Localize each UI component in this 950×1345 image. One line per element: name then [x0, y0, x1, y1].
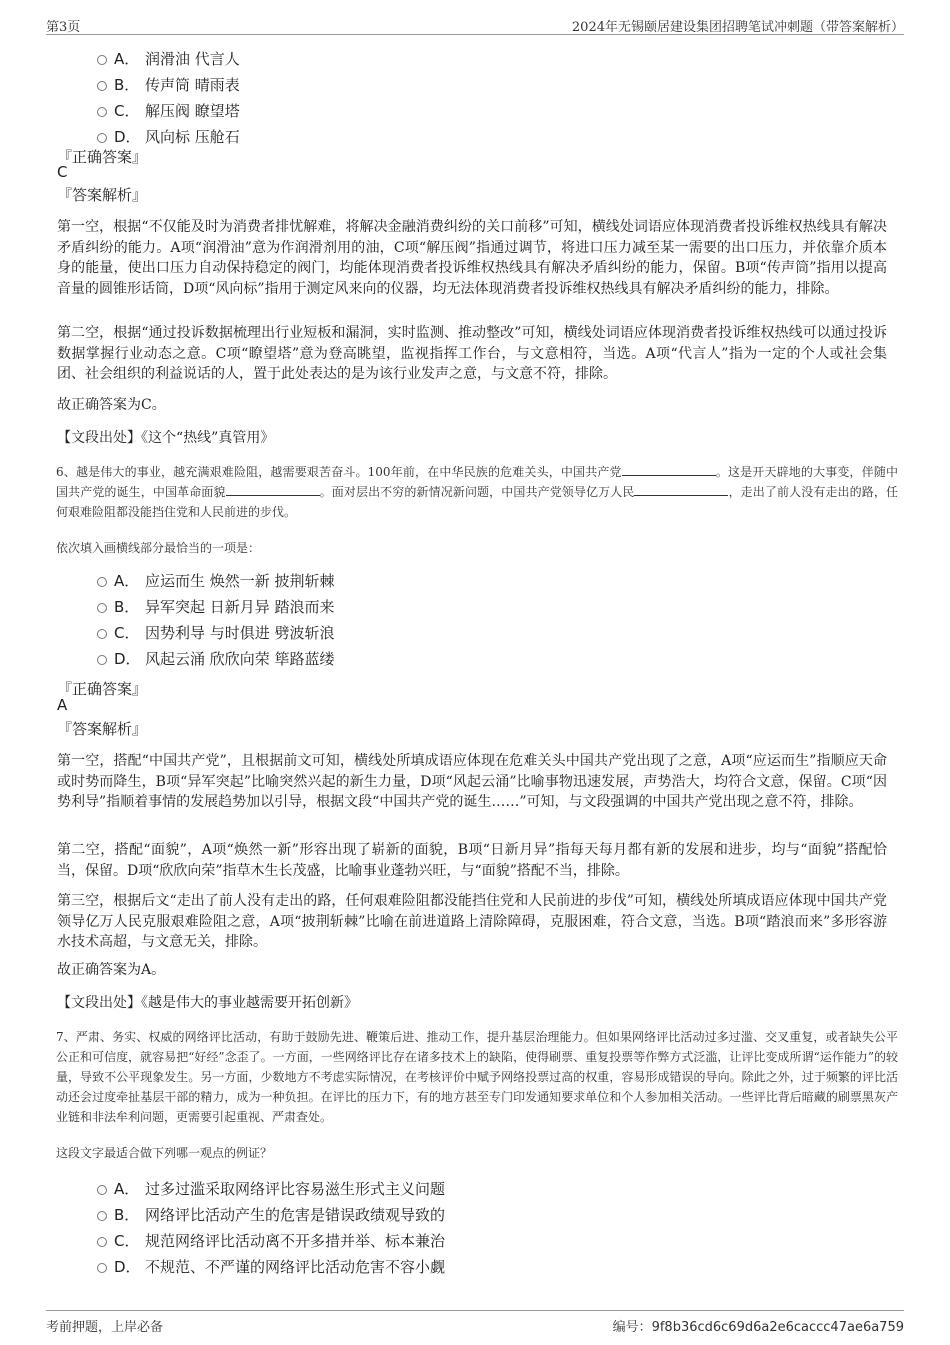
q7-prompt: 这段文字最适合做下列哪一观点的例证？	[56, 1146, 273, 1160]
q6-question-text: 6、越是伟大的事业，越充满艰难险阻，越需要艰苦奋斗。100年前，在中华民族的危难关头，中国共产党 。这是开天辟地的大事变，伴随中国共产党的诞生，中国革命面貌 。面对层出不穷的新情况新问题，中国共产党领导亿万人民 ，走出了前人没有走出的路，任何艰难险阻都没能挡住党和人民前进的步伐。	[56, 465, 898, 519]
radio-icon[interactable]	[97, 133, 107, 143]
radio-icon[interactable]	[97, 629, 107, 639]
page-header	[46, 12, 904, 35]
fill-blank	[634, 483, 728, 496]
q5-option-d[interactable]: D． 风向标 压舱石	[0, 124, 950, 150]
q5-option-c[interactable]: C． 解压阀 瞭望塔	[0, 98, 950, 124]
q6-analysis-paragraph: 第三空，根据后文“走出了前人没有走出的路，任何艰难险阻都没能挡住党和人民前进的步伐”可知，横线处所填成语应体现中国共产党领导亿万人民克服艰难险阻之意，A项“披荆斩棘”比喻在前进道路上清除障碍，克服困难，符合文意，当选。B项“踏浪而来”多形容游水技术高超，与文意无关，排除。	[57, 893, 887, 950]
footer-slogan: 考前押题，上岸必备	[46, 1320, 164, 1335]
q6-answer-label: 『正确答案』	[57, 680, 148, 698]
q6-option-b[interactable]: B． 异军突起 日新月异 踏浪而来	[0, 594, 950, 620]
q7-options-block	[0, 1176, 950, 1280]
q6-answer: A	[57, 696, 68, 714]
q5-analysis-label: 『答案解析』	[57, 186, 148, 204]
q5-options-block	[0, 46, 950, 150]
q6-option-d[interactable]: D． 风起云涌 欣欣向荣 筚路蓝缕	[0, 646, 950, 672]
radio-icon[interactable]	[97, 1185, 107, 1195]
radio-icon[interactable]	[97, 1237, 107, 1247]
q6-analysis-label: 『答案解析』	[57, 720, 148, 738]
radio-icon[interactable]	[97, 1263, 107, 1273]
document-title: 2024年无锡颐居建设集团招聘笔试冲刺题（带答案解析）	[571, 20, 904, 35]
radio-icon[interactable]	[97, 603, 107, 613]
radio-icon[interactable]	[97, 655, 107, 665]
q5-option-b[interactable]: B． 传声筒 晴雨表	[0, 72, 950, 98]
footer-code: 编号：9f8b36cd6c69d6a2e6caccc47ae6a759	[612, 1320, 904, 1335]
q5-answer: C	[57, 163, 68, 181]
q5-analysis-conclusion: 故正确答案为C。	[57, 397, 166, 413]
q5-source: 【文段出处】《这个“热线”真管用》	[57, 430, 275, 446]
q5-analysis-paragraph: 第二空，根据“通过投诉数据梳理出行业短板和漏洞，实时监测、推动整改”可知，横线处词语应体现消费者投诉维权热线可以通过投诉数据掌握行业动态之意。C项“瞭望塔”意为登高眺望，监视指挥工作台，与文意相符，当选。A项“代言人”指为一定的个人或社会集团、社会组织的利益说话的人，置于此处表达的是为该行业发声之意，与文意不符，排除。	[57, 325, 887, 382]
q5-answer-label: 『正确答案』	[57, 148, 148, 166]
page-number: 第3页	[46, 20, 81, 35]
q7-option-a[interactable]: A． 过多过滥采取网络评比容易滋生形式主义问题	[0, 1176, 950, 1202]
q7-option-c[interactable]: C． 规范网络评比活动离不开多措并举、标本兼治	[0, 1228, 950, 1254]
q6-prompt: 依次填入画横线部分最恰当的一项是：	[56, 541, 261, 555]
q5-analysis-paragraph: 第一空，根据“不仅能及时为消费者排忧解难，将解决金融消费纠纷的关口前移”可知，横线处词语应体现消费者投诉维权热线具有解决矛盾纠纷的能力。A项“润滑油”意为作润滑剂用的油，C项“解压阀”指通过调节，将进口压力减至某一需要的出口压力，并依靠介质本身的能量，使出口压力自动保持稳定的阀门，均能体现消费者投诉维权热线具有解决矛盾纠纷的能力，保留。B项“传声筒”指用以提高音量的圆锥形话筒，D项“风向标”指用于测定风来向的仪器，均无法体现消费者投诉维权热线具有解决矛盾纠纷的能力，排除。	[57, 219, 887, 297]
q6-source: 【文段出处】《越是伟大的事业越需要开拓创新》	[57, 995, 358, 1011]
page-footer	[46, 1310, 904, 1335]
radio-icon[interactable]	[97, 577, 107, 587]
fill-blank	[622, 463, 716, 476]
q5-option-a[interactable]: A． 润滑油 代言人	[0, 46, 950, 72]
radio-icon[interactable]	[97, 81, 107, 91]
q6-options	[0, 568, 950, 672]
q6-options-block	[0, 568, 950, 672]
q7-question-text: 7、严肃、务实、权威的网络评比活动，有助于鼓励先进、鞭策后进、推动工作，提升基层治理能力。但如果网络评比活动过多过滥、交叉重复，或者缺失公平公正和可信度，就容易把“好经”念歪了。一方面，一些网络评比存在诸多技术上的缺陷，使得刷票、重复投票等作弊方式泛滥，让评比变成所谓“运作能力”的较量，导致不公平现象发生。另一方面，少数地方不考虑实际情况，在考核评价中赋予网络投票过高的权重，容易形成错误的导向。除此之外，过于频繁的评比活动还会过度牵扯基层干部的精力，成为一种负担。在评比的压力下，有的地方甚至专门印发通知要求单位和个人参加相关活动。一些评比背后暗藏的刷票黑灰产业链和非法牟利问题，更需要引起重视、严肃查处。	[56, 1030, 898, 1124]
q7-option-b[interactable]: B． 网络评比活动产生的危害是错误政绩观导致的	[0, 1202, 950, 1228]
q7-options	[0, 1176, 950, 1280]
q6-analysis-conclusion: 故正确答案为A。	[57, 962, 166, 978]
fill-blank	[226, 483, 320, 496]
q7-option-d[interactable]: D． 不规范、不严谨的网络评比活动危害不容小觑	[0, 1254, 950, 1280]
radio-icon[interactable]	[97, 1211, 107, 1221]
radio-icon[interactable]	[97, 107, 107, 117]
q6-analysis-paragraph: 第一空，搭配“中国共产党”，且根据前文可知，横线处所填成语应体现在危难关头中国共产党出现了之意，A项“应运而生”指顺应天命或时势而降生，B项“异军突起”比喻突然兴起的新生力量，D项“风起云涌”比喻事物迅速发展，声势浩大，均符合文意，保留。C项“因势利导”指顺着事情的发展趋势加以引导，根据文段“中国共产党的诞生……”可知，与文段强调的中国共产党出现之意不符，排除。	[57, 753, 887, 810]
q6-analysis-paragraph: 第二空，搭配“面貌”，A项“焕然一新”形容出现了崭新的面貌，B项“日新月异”指每天每月都有新的发展和进步，均与“面貌”搭配恰当，保留。D项“欣欣向荣”指草木生长茂盛，比喻事业蓬勃兴旺，与“面貌”搭配不当，排除。	[57, 842, 887, 879]
q5-options	[0, 46, 950, 150]
radio-icon[interactable]	[97, 55, 107, 65]
q6-option-c[interactable]: C． 因势利导 与时俱进 劈波斩浪	[0, 620, 950, 646]
q6-option-a[interactable]: A． 应运而生 焕然一新 披荆斩棘	[0, 568, 950, 594]
